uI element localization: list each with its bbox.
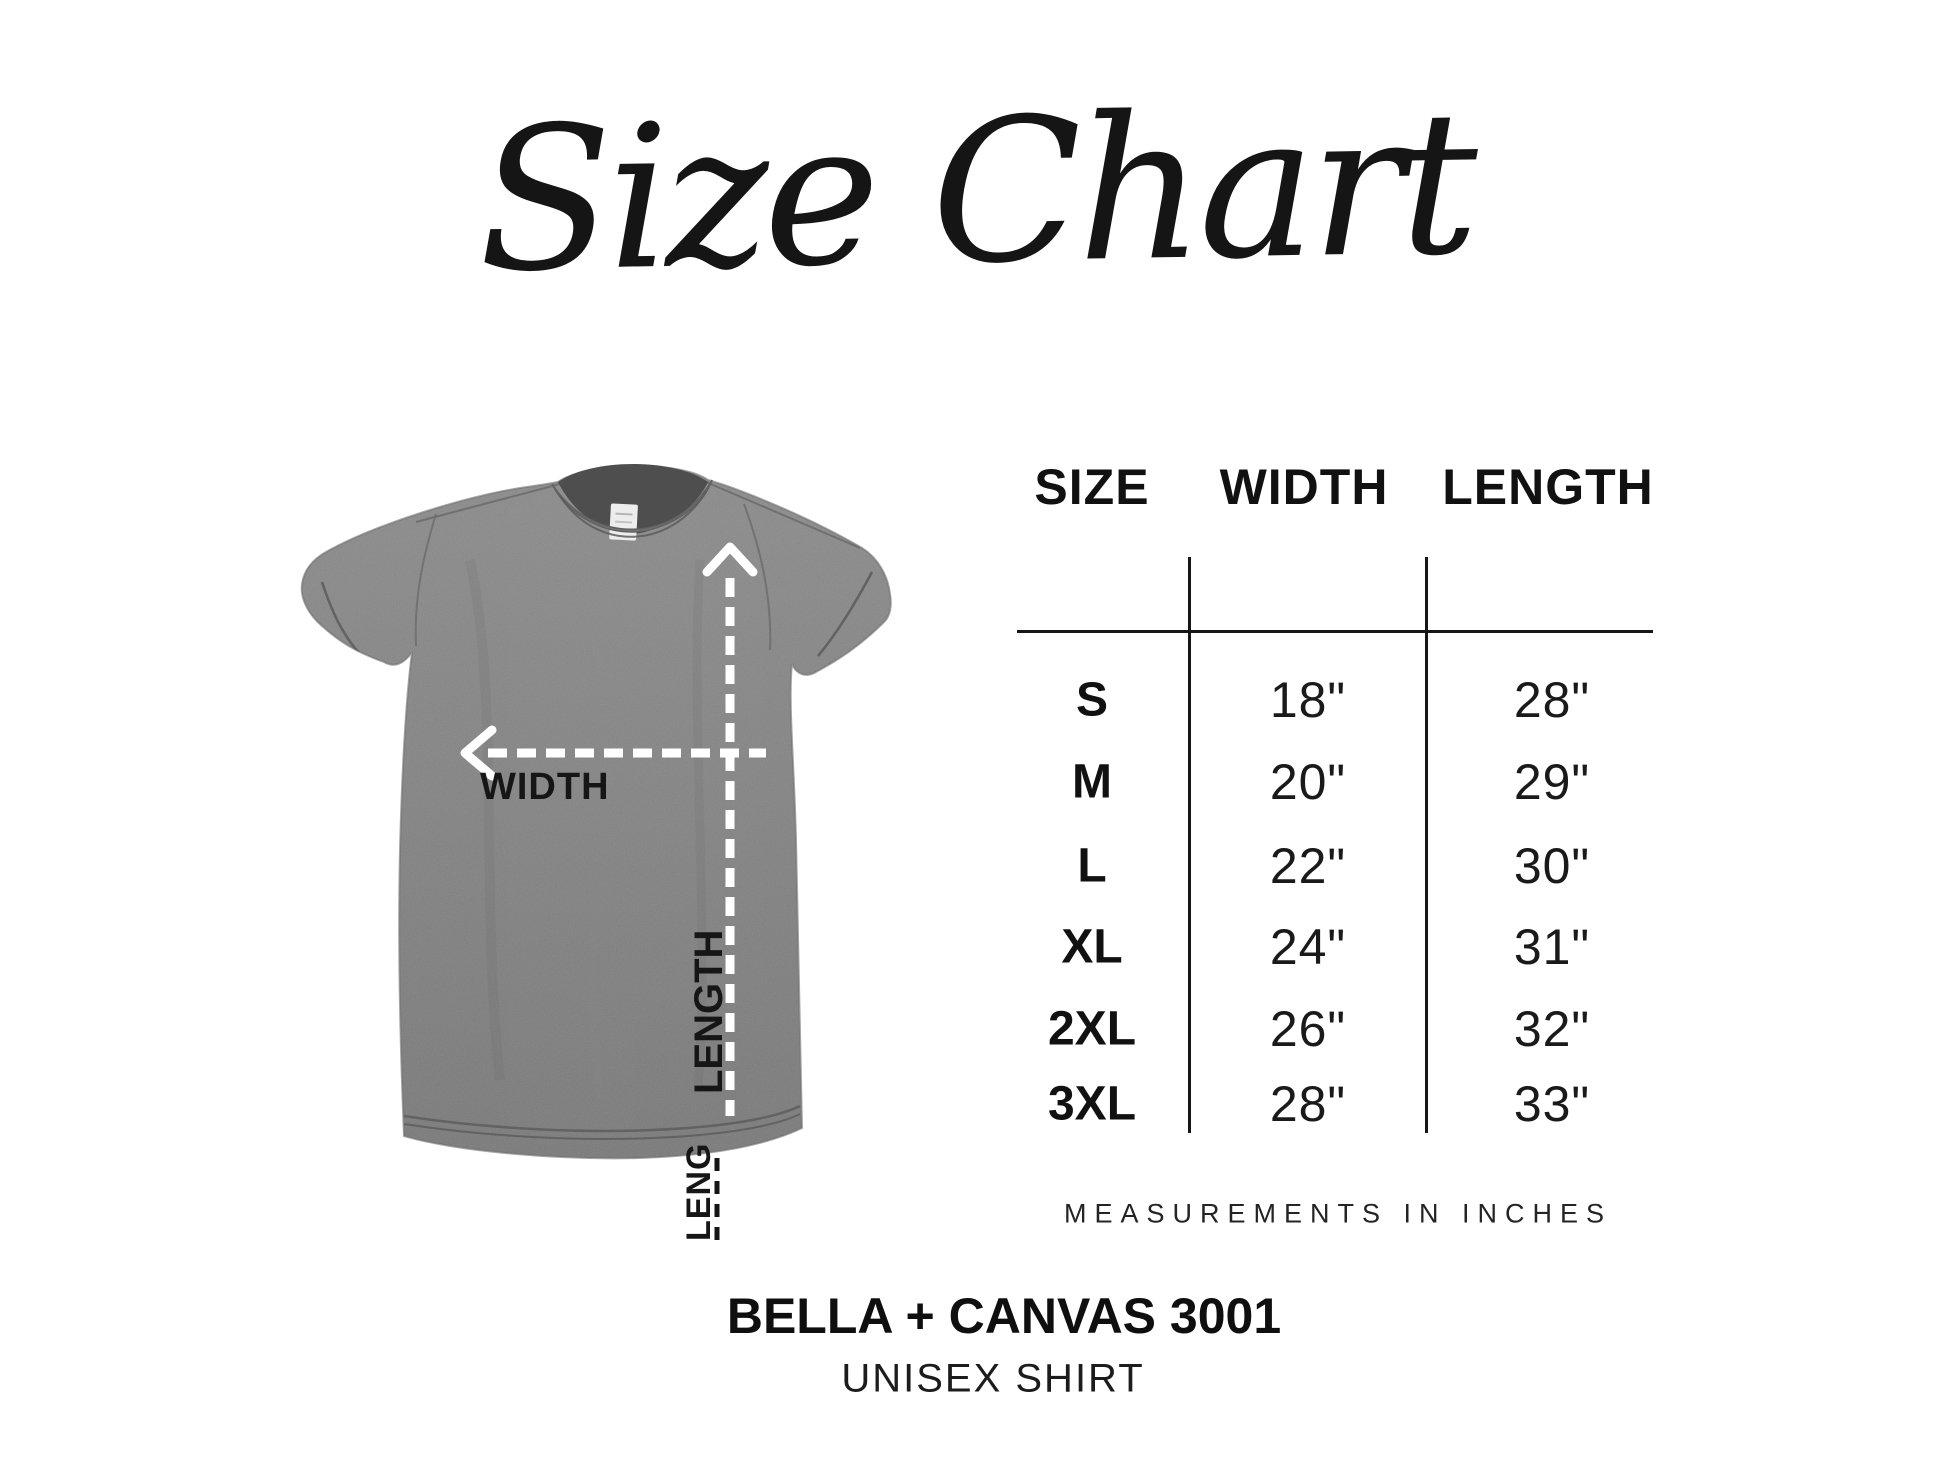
size-cell: L [1077,839,1107,893]
width-cell: 22" [1269,838,1347,894]
table-row [1000,993,1680,1065]
length-cell: 30" [1513,838,1591,894]
column-header-size: SIZE [1034,459,1150,515]
length-label-fragment: LENG [680,1142,718,1241]
table-row [1000,664,1680,736]
width-cell: 18" [1269,672,1347,728]
table-divider-horizontal [1017,630,1653,633]
tshirt-illustration [260,420,940,1260]
width-cell: 28" [1269,1076,1347,1132]
size-cell: M [1072,755,1112,809]
product-subtitle: UNISEX SHIRT [841,1356,1145,1401]
product-name: BELLA + CANVAS 3001 [726,1288,1282,1344]
width-cell: 24" [1269,919,1347,975]
length-cell: 33" [1513,1076,1591,1132]
size-cell: 2XL [1047,1002,1137,1056]
shirt-body [260,420,940,1200]
length-label: LENGTH [687,929,731,1094]
table-row [1000,1068,1680,1140]
width-cell: 20" [1269,754,1347,810]
width-label: WIDTH [480,766,610,808]
column-header-width: WIDTH [1219,459,1389,515]
size-cell: XL [1061,920,1123,974]
length-cell: 29" [1513,754,1591,810]
length-cell: 32" [1513,1001,1591,1057]
table-row [1000,746,1680,818]
size-cell: 3XL [1047,1077,1137,1131]
page-title: Size Chart [475,67,1475,317]
table-row [1000,830,1680,902]
length-cell: 31" [1513,919,1591,975]
size-cell: S [1075,673,1109,727]
length-cell: 28" [1513,672,1591,728]
width-cell: 26" [1269,1001,1347,1057]
measurements-note: MEASUREMENTS IN INCHES [1063,1198,1613,1229]
table-row [1000,911,1680,983]
column-header-length: LENGTH [1442,459,1654,515]
